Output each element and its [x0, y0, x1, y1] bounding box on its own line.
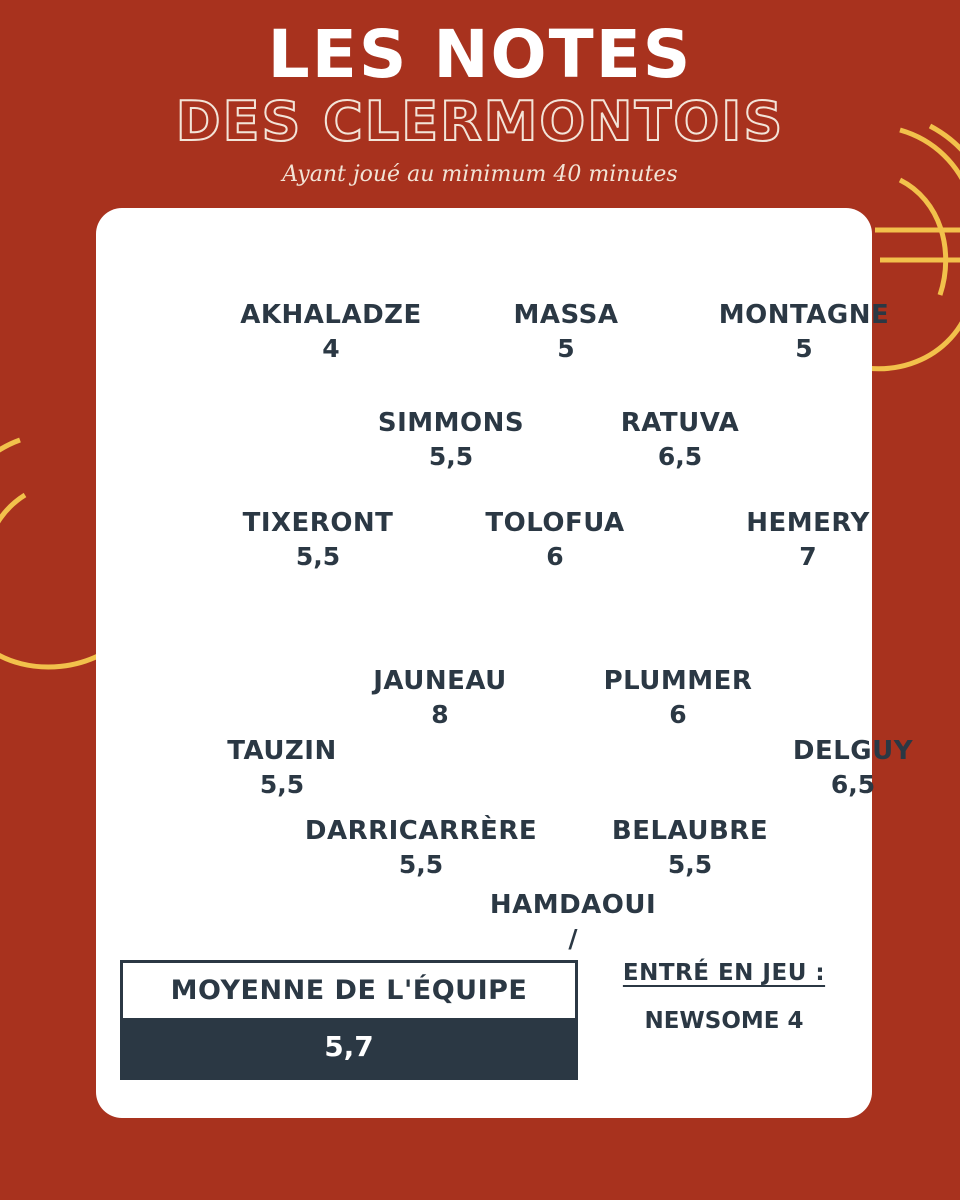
player-name: SIMMONS: [377, 408, 525, 438]
player-entry: [373, 666, 507, 730]
player-name: TIXERONT: [242, 508, 394, 538]
player-entry: [240, 300, 422, 364]
player-rating: 5: [557, 334, 575, 364]
player-rating: 5,5: [667, 850, 713, 880]
player-rating: 5: [795, 334, 813, 364]
player-rating: /: [568, 924, 578, 954]
player-name: HAMDAOUI: [489, 890, 657, 920]
player-entry: [793, 736, 913, 800]
player-entry: [612, 816, 768, 880]
player-entry: [243, 508, 394, 572]
player-name: TOLOFUA: [485, 508, 625, 538]
player-entry: [305, 816, 537, 880]
player-rating: 6: [669, 700, 687, 730]
player-entry: [514, 300, 619, 364]
player-entry: [719, 300, 889, 364]
player-rating: 6,5: [830, 770, 876, 800]
player-name: JAUNEAU: [373, 666, 507, 696]
page-subtitle: DES CLERMONTOIS: [175, 90, 785, 153]
player-rating: 6: [546, 542, 564, 572]
player-rating: 5,5: [428, 442, 474, 472]
player-rating: 8: [431, 700, 449, 730]
ratings-card: [96, 208, 914, 1118]
player-name: TAUZIN: [227, 736, 337, 766]
player-name: AKHALADZE: [240, 300, 422, 330]
player-name: RATUVA: [620, 408, 740, 438]
player-rating: 5,5: [295, 542, 341, 572]
player-name: MASSA: [513, 300, 619, 330]
substitutes-title: ENTRÉ EN JEU :: [622, 960, 826, 986]
player-rating: 7: [799, 542, 817, 572]
player-entry: [621, 408, 739, 472]
player-rating: 5,5: [398, 850, 444, 880]
player-entry: [746, 508, 870, 572]
player-rating: 6,5: [657, 442, 703, 472]
player-entry: [227, 736, 336, 800]
player-entry: [604, 666, 753, 730]
team-average-box: [120, 960, 578, 1080]
player-entry: [378, 408, 524, 472]
player-rating: 4: [322, 334, 340, 364]
player-name: DELGUY: [792, 736, 914, 766]
player-entry: [485, 508, 624, 572]
substitutes-block: [594, 960, 854, 1034]
player-name: HEMERY: [746, 508, 870, 538]
player-name: MONTAGNE: [718, 300, 890, 330]
player-name: BELAUBRE: [611, 816, 769, 846]
team-average-value: 5,7: [123, 1018, 575, 1077]
player-name: DARRICARRÈRE: [304, 816, 538, 846]
player-name: PLUMMER: [603, 666, 753, 696]
substitute-item: NEWSOME 4: [644, 1008, 804, 1034]
team-average-label: MOYENNE DE L'ÉQUIPE: [170, 975, 528, 1006]
page-title: LES NOTES: [267, 16, 693, 93]
player-rating: 5,5: [259, 770, 305, 800]
header: [0, 0, 960, 187]
player-entry: [490, 890, 656, 954]
page-note: Ayant joué au minimum 40 minutes: [282, 161, 678, 187]
